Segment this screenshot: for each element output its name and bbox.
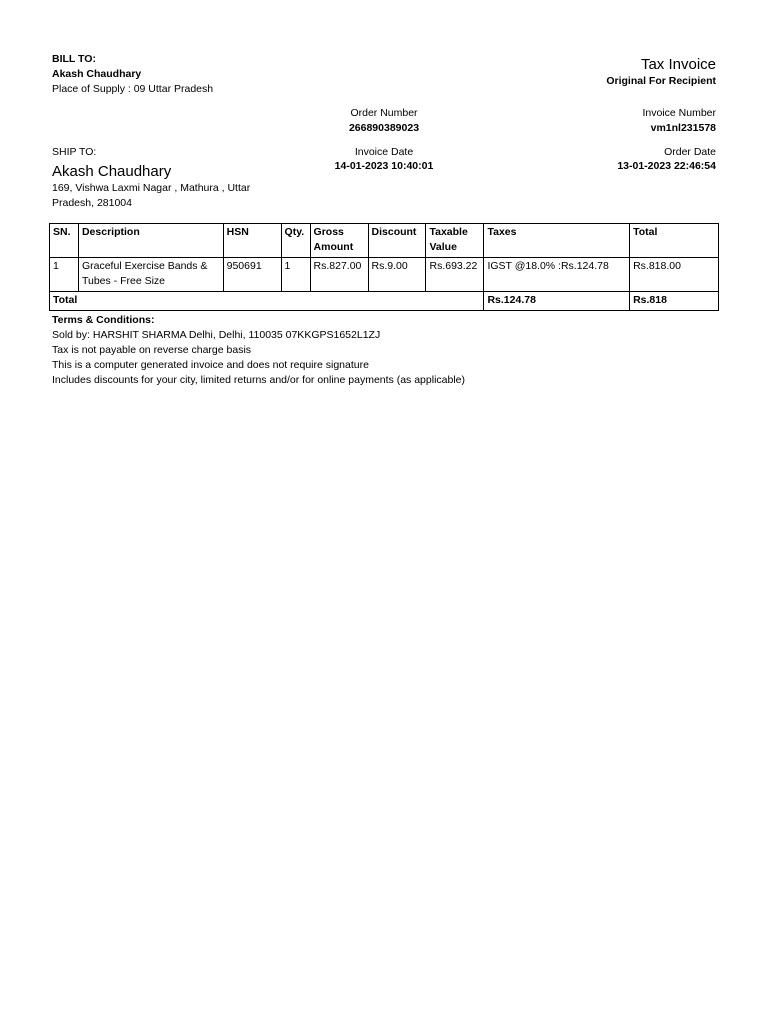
header-gross-amount	[310, 224, 368, 258]
order-number-label: Order Number	[350, 107, 418, 119]
header-gross-line1: Gross	[313, 226, 344, 238]
terms-line: Tax is not payable on reverse charge basis	[52, 344, 252, 356]
header-sn: SN.	[50, 224, 79, 258]
cell-hsn: 950691	[223, 258, 281, 292]
terms-line: Includes discounts for your city, limited returns and/or for online payments (as applicable)	[52, 374, 466, 386]
total-taxes: Rs.124.78	[484, 292, 630, 311]
invoice-number: vm1nl231578	[650, 122, 716, 134]
total-amount: Rs.818	[630, 292, 719, 311]
invoice-number-label: Invoice Number	[642, 107, 716, 119]
cell-taxes: IGST @18.0% :Rs.124.78	[484, 258, 630, 292]
invoice-title: Tax Invoice	[640, 56, 716, 73]
terms-section	[52, 313, 465, 388]
terms-heading: Terms & Conditions:	[52, 314, 155, 326]
header-taxable-value	[426, 224, 484, 258]
bill-to-name: Akash Chaudhary	[52, 68, 142, 80]
cell-total: Rs.818.00	[630, 258, 719, 292]
invoice-date: 14-01-2023 10:40:01	[334, 160, 434, 172]
terms-line: This is a computer generated invoice and does not require signature	[52, 359, 369, 371]
ship-to-address-line2: Pradesh, 281004	[52, 197, 132, 209]
cell-discount: Rs.9.00	[368, 258, 426, 292]
cell-description	[78, 258, 223, 292]
header-hsn: HSN	[223, 224, 281, 258]
invoice-subtitle: Original For Recipient	[606, 75, 716, 87]
order-date: 13-01-2023 22:46:54	[617, 160, 716, 172]
ship-to-heading: SHIP TO:	[52, 146, 97, 158]
table-header-row	[50, 224, 719, 258]
cell-qty: 1	[281, 258, 310, 292]
header-taxes: Taxes	[484, 224, 630, 258]
header-description: Description	[78, 224, 223, 258]
cell-taxable-value: Rs.693.22	[426, 258, 484, 292]
cell-description-line2: Tubes - Free Size	[81, 275, 166, 287]
header-taxable-line1: Taxable	[429, 226, 468, 238]
table-row	[50, 258, 719, 292]
invoice-date-label: Invoice Date	[354, 146, 414, 158]
header-qty: Qty.	[281, 224, 310, 258]
items-table	[49, 223, 719, 311]
header-discount: Discount	[368, 224, 426, 258]
bill-to-heading: BILL TO:	[52, 53, 96, 65]
order-number: 266890389023	[348, 122, 420, 134]
terms-line: Sold by: HARSHIT SHARMA Delhi, Delhi, 110035 07KKGPS1652L1ZJ	[52, 329, 381, 341]
header-taxable-line2: Value	[429, 241, 457, 253]
order-date-label: Order Date	[664, 146, 716, 158]
ship-to-name: Akash Chaudhary	[52, 163, 172, 180]
table-total-row	[50, 292, 719, 311]
place-of-supply: Place of Supply : 09 Uttar Pradesh	[52, 83, 214, 95]
header-gross-line2: Amount	[313, 241, 354, 253]
cell-sn: 1	[50, 258, 79, 292]
header-total: Total	[630, 224, 719, 258]
total-label: Total	[50, 292, 484, 311]
ship-to-address-line1: 169, Vishwa Laxmi Nagar , Mathura , Uttar	[52, 182, 251, 194]
cell-description-line1: Graceful Exercise Bands &	[81, 260, 208, 272]
cell-gross-amount: Rs.827.00	[310, 258, 368, 292]
